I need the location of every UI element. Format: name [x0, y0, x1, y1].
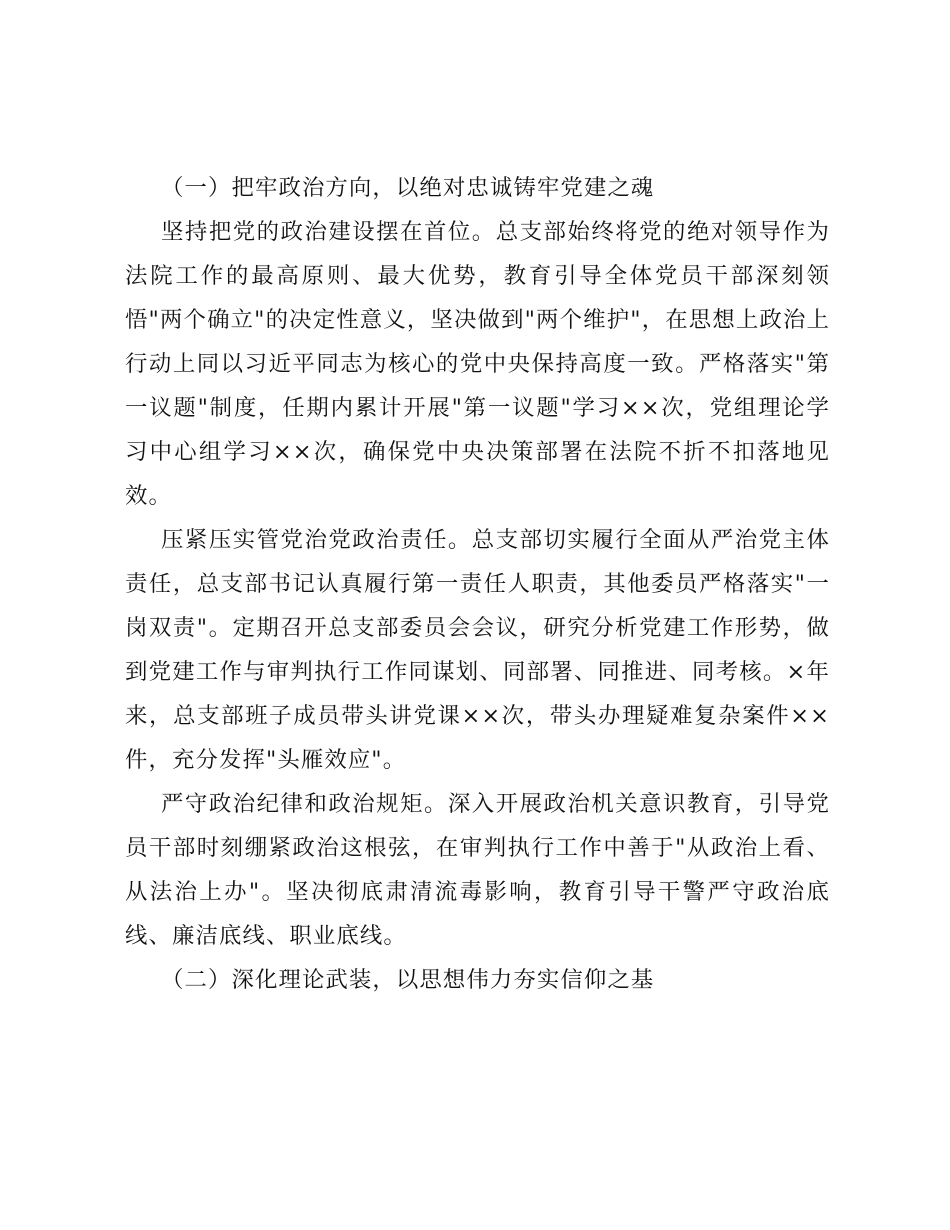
- section-heading-1: （一）把牢政治方向，以绝对忠诚铸牢党建之魂: [161, 175, 655, 201]
- paragraph-responsibility: 压紧压实管党治党政治责任。总支部切实履行全面从严治党主体责任，总支部书记认真履行第一责任人职责，其他委员严格落实"一岗双责"。定期召开总支部委员会会议，研究分析党建工作形势，做到党建工作与审判执行工作同谋划、同部署、同推进、同考核。×年来，总支部班子成员带头讲党课××次，带头办理疑难复杂案件××件，充分发挥"头雁效应"。: [125, 527, 830, 773]
- document-body: [125, 166, 830, 1002]
- paragraph-discipline: 严守政治纪律和政治规矩。深入开展政治机关意识教育，引导党员干部时刻绷紧政治这根弦，在审判执行工作中善于"从政治上看、从法治上办"。坚决彻底肃清流毒影响，教育引导干警严守政治底线、廉洁底线、职业底线。: [125, 791, 830, 949]
- paragraph-political-building: 坚持把党的政治建设摆在首位。总支部始终将党的绝对领导作为法院工作的最高原则、最大优势，教育引导全体党员干部深刻领悟"两个确立"的决定性意义，坚决做到"两个维护"，在思想上政治上行动上同以习近平同志为核心的党中央保持高度一致。严格落实"第一议题"制度，任期内累计开展"第一议题"学习××次，党组理论学习中心组学习××次，确保党中央决策部署在法院不折不扣落地见效。: [125, 219, 830, 509]
- section-heading-2: （二）深化理论武装，以思想伟力夯实信仰之基: [161, 967, 655, 993]
